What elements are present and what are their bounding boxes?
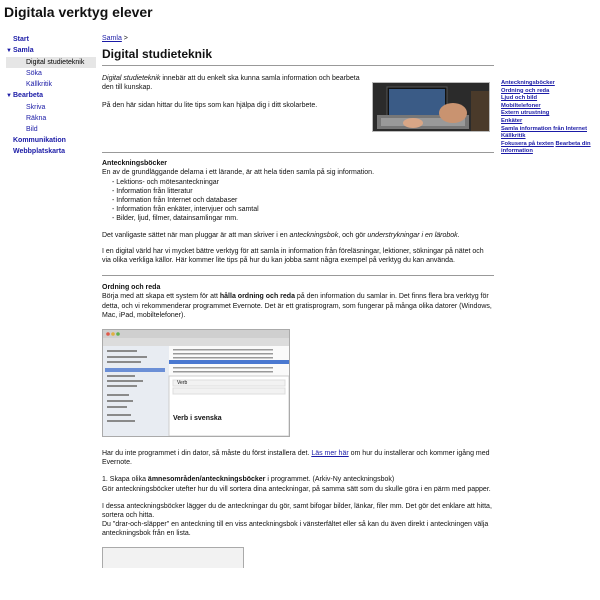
paragraph: I en digital värld har vi mycket bättre verktyg för att samla in information från föreläsningar, lektioner, sökningar på nätet och via olika verkliga källor. Här kommer lite tips på hur du kan jobba samt några exempel på verktyg du kan använda. [102, 247, 484, 265]
right-nav-link[interactable]: Fokusera på texten [501, 140, 554, 147]
text: i programmet. (Arkiv-Ny anteckningsbok) [265, 476, 395, 484]
divider [102, 275, 494, 276]
text: Det vanligaste sättet när man pluggar är att man skriver i en [102, 231, 290, 239]
right-nav-link[interactable]: Anteckningsböcker [501, 80, 555, 86]
las-mer-har-link[interactable]: Läs mer här [311, 450, 349, 458]
intro-text: innebär att du enkelt ska kunna samla information och bearbeta den till kunskap. [102, 75, 360, 92]
bold-text: hålla ordning och reda [219, 293, 295, 301]
evernote-screenshot [102, 329, 290, 437]
sidebar-item-label: Bearbeta [13, 92, 43, 99]
right-nav-link[interactable]: Ordning och reda [501, 87, 550, 94]
list-item: - Information från litteratur [112, 187, 494, 196]
sidebar-item-samla[interactable] [6, 45, 96, 57]
right-nav [501, 80, 596, 156]
right-nav-link[interactable]: Bearbeta din information [501, 140, 591, 155]
sidebar-item-label: Samla [13, 47, 34, 54]
section-ordning-och-reda [102, 283, 494, 567]
sidebar-item-rakna[interactable]: Räkna [26, 115, 47, 122]
section-heading: Anteckningsböcker [102, 160, 167, 168]
right-nav-link[interactable]: Enkäter [501, 117, 523, 124]
sidebar-item-soka[interactable]: Söka [26, 70, 42, 77]
breadcrumb [102, 34, 494, 43]
text: I dessa anteckningsböcker lägger du de anteckningar du gör, samt bifogar bilder, länkar, filer mm. Det gör det enklare att hitta, sortera och hitta. [102, 502, 492, 520]
main-content [102, 34, 494, 568]
sidebar-item-kommunikation[interactable]: Kommunikation [13, 137, 66, 144]
laptop-hands-illustration [373, 83, 489, 131]
triangle-down-icon[interactable]: ▼ [6, 93, 12, 99]
right-nav-link[interactable]: Källkritik [501, 133, 526, 140]
info-list [102, 178, 494, 224]
sidebar-item-kallkritik[interactable]: Källkritik [26, 81, 53, 88]
list-item: - Lektions- och mötesanteckningar [112, 178, 494, 187]
section-anteckningsbocker [102, 159, 494, 265]
paragraph [102, 502, 494, 539]
right-nav-link[interactable]: Mobiltelefoner [501, 102, 541, 109]
breadcrumb-link-samla[interactable]: Samla [102, 35, 122, 42]
section-heading: Ordning och reda [102, 284, 161, 292]
evernote-screenshot-2 [102, 547, 244, 568]
right-nav-link[interactable]: Extern utrustning [501, 110, 550, 117]
sidebar-item-bearbeta[interactable] [6, 90, 96, 102]
sidebar-item-bild[interactable]: Bild [26, 126, 38, 133]
text: , och gör [338, 231, 368, 239]
sidebar-nav [6, 34, 96, 157]
emphasis: understrykningar i en lärobok [367, 231, 458, 239]
sidebar-item-start[interactable]: Start [13, 36, 29, 43]
bold-text: ämnesområden/anteckningsböcker [147, 476, 266, 484]
screenshot-note-title: Verb [177, 380, 188, 387]
list-item: - Bilder, ljud, filmer, datainsamlingar mm. [112, 214, 494, 223]
triangle-down-icon[interactable]: ▼ [6, 48, 12, 54]
intro-paragraph-2: På den här sidan hittar du lite tips som kan hjälpa dig i ditt skolarbete. [102, 101, 318, 109]
text: på den information du samlar in. Det finns flera bra verktyg för detta, och vi rekommenderar programmet Evernote. Det är ett gratisprogram, som fungerar på många olika datorer (Windows, Mac, iPad, mobiltelefoner). [102, 293, 492, 319]
screenshot-heading: Verb i svenska [173, 415, 222, 423]
text: Gör anteckningsböcker utefter hur du vill sortera dina anteckningar, på samma sätt som du skulle göra i en pärm med papper. [102, 485, 491, 493]
section-lead: En av de grundläggande delarna i ett lärande, är att hela tiden samla på sig information. [102, 169, 375, 177]
laptop-hands-image [372, 82, 490, 132]
paragraph [102, 292, 494, 320]
intro-emphasis: Digital studieteknik [102, 75, 161, 83]
text: Börja med att skapa ett system för att [102, 293, 220, 301]
right-nav-link[interactable]: Ljud och bild [501, 95, 538, 102]
list-item: - Information från enkäter, intervjuer och samtal [112, 205, 494, 214]
sidebar-item-digital-studieteknik[interactable]: Digital studieteknik [6, 57, 96, 68]
page-title: Digital studieteknik [102, 47, 213, 62]
sidebar-item-webbplatskarta[interactable]: Webbplatskarta [13, 148, 65, 155]
sidebar-item-skriva[interactable]: Skriva [26, 104, 46, 111]
paragraph [102, 449, 494, 467]
text: . [457, 231, 460, 239]
paragraph [102, 231, 494, 240]
text: om hur du installerar och kommer igång med Evernote. [102, 450, 490, 467]
list-item: - Information från Internet och databaser [112, 196, 494, 205]
site-title: Digitala verktyg elever [4, 4, 153, 20]
paragraph [102, 475, 494, 493]
intro-paragraph [102, 74, 364, 92]
text: Har du inte programmet i din dator, så måste du först installera det. [102, 450, 312, 458]
text: 1. Skapa olika [102, 476, 148, 484]
right-nav-link[interactable]: Samla information från Internet [501, 125, 587, 132]
text: Du "drar-och-släpper" en anteckning till en viss anteckningsbok i vänsterfältet eller så kan du även direkt i anteckningen välja anteckningsbok från en lista. [102, 521, 489, 538]
breadcrumb-separator: > [123, 35, 128, 42]
divider [102, 65, 494, 66]
divider [102, 152, 494, 153]
emphasis: anteckningsbok [289, 231, 339, 239]
